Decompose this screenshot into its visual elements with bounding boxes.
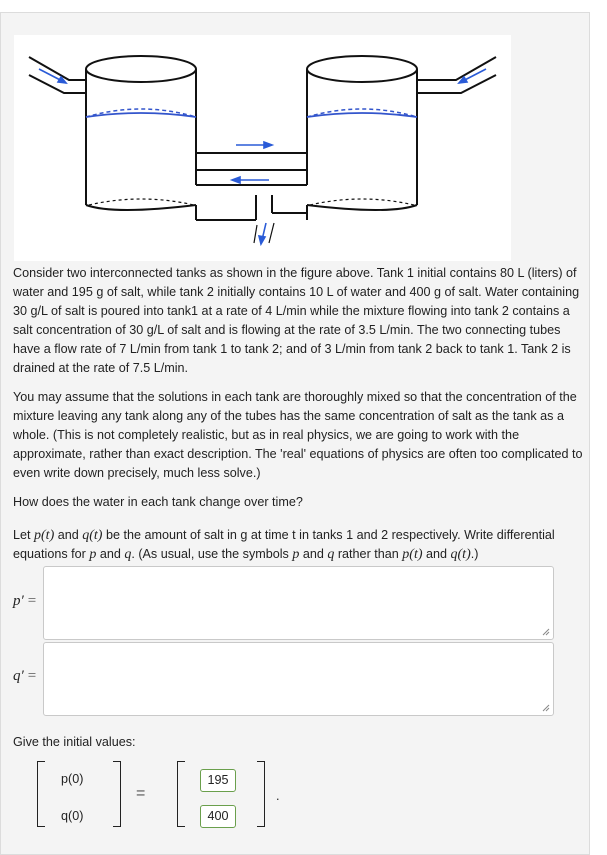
flow-right-arrowhead: [264, 142, 272, 148]
resize-grip-icon[interactable]: [541, 627, 550, 636]
tank2-walls: [307, 69, 417, 220]
tank2-bottom: [307, 205, 417, 210]
text-instructions-mid: be the amount of salt in g at time t in tanks 1 and 2 respectively. Write differential equations for: [13, 528, 555, 561]
matrix-equals-sign: =: [136, 785, 146, 802]
tanks-figure: [14, 35, 511, 261]
math-q: q: [124, 547, 132, 562]
problem-panel: [0, 12, 590, 855]
p0-input[interactable]: 195: [200, 769, 236, 792]
resize-grip-icon[interactable]: [541, 703, 550, 712]
flow-left-arrowhead: [232, 177, 240, 183]
problem-intro: Consider two interconnected tanks as shown in the figure above. Tank 1 initial contains 80 L (liters) of water and 195 g of salt, while tank 2 initially contains 10 L of water and 400 g of salt. Water containing 30 g/L of salt is poured into tank1 at a rate of 4 L/min while the mixture flowing into tank 2 contains a salt concentration of 30 g/L of salt and is flowing at the rate of 3.5 L/min. The two connecting tubes have a flow rate of 7 L/min from tank 1 to tank 2; and of 3 L/min from tank 2 back to tank 1. Tank 2 is drained at the rate of 7.5 L/min.: [13, 266, 580, 375]
left-matrix-bracket-close: [113, 761, 121, 827]
initial-values-prompt: Give the initial values:: [13, 735, 136, 749]
math-p: p: [89, 547, 97, 562]
text-and: and: [96, 547, 125, 561]
drain-arrowhead: [259, 236, 265, 244]
text-rather: rather than: [334, 547, 403, 561]
text-let: Let: [13, 528, 35, 542]
text-and: and: [54, 528, 83, 542]
math-p-t: p(t): [34, 528, 55, 543]
inlet1-pipe: [29, 57, 86, 93]
math-p: p: [292, 547, 300, 562]
q0-input[interactable]: 400: [200, 805, 236, 828]
problem-question: How does the water in each tank change over time?: [13, 495, 303, 509]
text-usual: . (As usual, use the symbols: [131, 547, 293, 561]
tank2-bottom-back: [310, 199, 414, 205]
math-q-t: q(t): [82, 528, 103, 543]
text-end: .): [470, 547, 479, 561]
period: .: [276, 789, 280, 803]
math-p-t: p(t): [402, 547, 423, 562]
q-prime-label: [13, 668, 36, 685]
tank1-bottom-back: [89, 199, 194, 205]
tanks-diagram: [14, 35, 511, 261]
tank1-bottom: [86, 205, 196, 210]
tank2-top: [307, 56, 417, 82]
equals-sign: =: [27, 668, 37, 684]
inlet2-pipe: [417, 57, 496, 93]
q-prime-answer-field[interactable]: [43, 642, 554, 716]
p-prime-symbol: p′: [13, 593, 24, 609]
text-and: and: [422, 547, 451, 561]
tank1-walls: [86, 69, 196, 220]
tube-upper-body: [196, 153, 307, 170]
left-matrix-bracket-open: [37, 761, 45, 827]
q-prime-symbol: q′: [13, 668, 24, 684]
p0-label: p(0): [61, 772, 84, 786]
text-and: and: [299, 547, 328, 561]
problem-instructions: [13, 526, 583, 564]
math-q-t: q(t): [450, 547, 471, 562]
right-matrix-bracket-close: [257, 761, 265, 827]
p-prime-answer-field[interactable]: [43, 566, 554, 640]
math-q: q: [327, 547, 335, 562]
p-prime-label: [13, 593, 36, 610]
problem-assumption: You may assume that the solutions in each tank are thoroughly mixed so that the concentration of the mixture leaving any tank along any of the tubes has the same concentration of salt as the tank as a whole. (This is not completely realistic, but as in real physics, we are going to work with the approximate, rather than exact description. The 'real' equations of physics are often too complicated to even write down precisely, much less solve.): [13, 390, 583, 480]
tank1-top: [86, 56, 196, 82]
right-matrix-bracket-open: [177, 761, 185, 827]
q0-label: q(0): [61, 809, 84, 823]
equals-sign: =: [27, 593, 37, 609]
drain-pipe: [196, 195, 307, 220]
